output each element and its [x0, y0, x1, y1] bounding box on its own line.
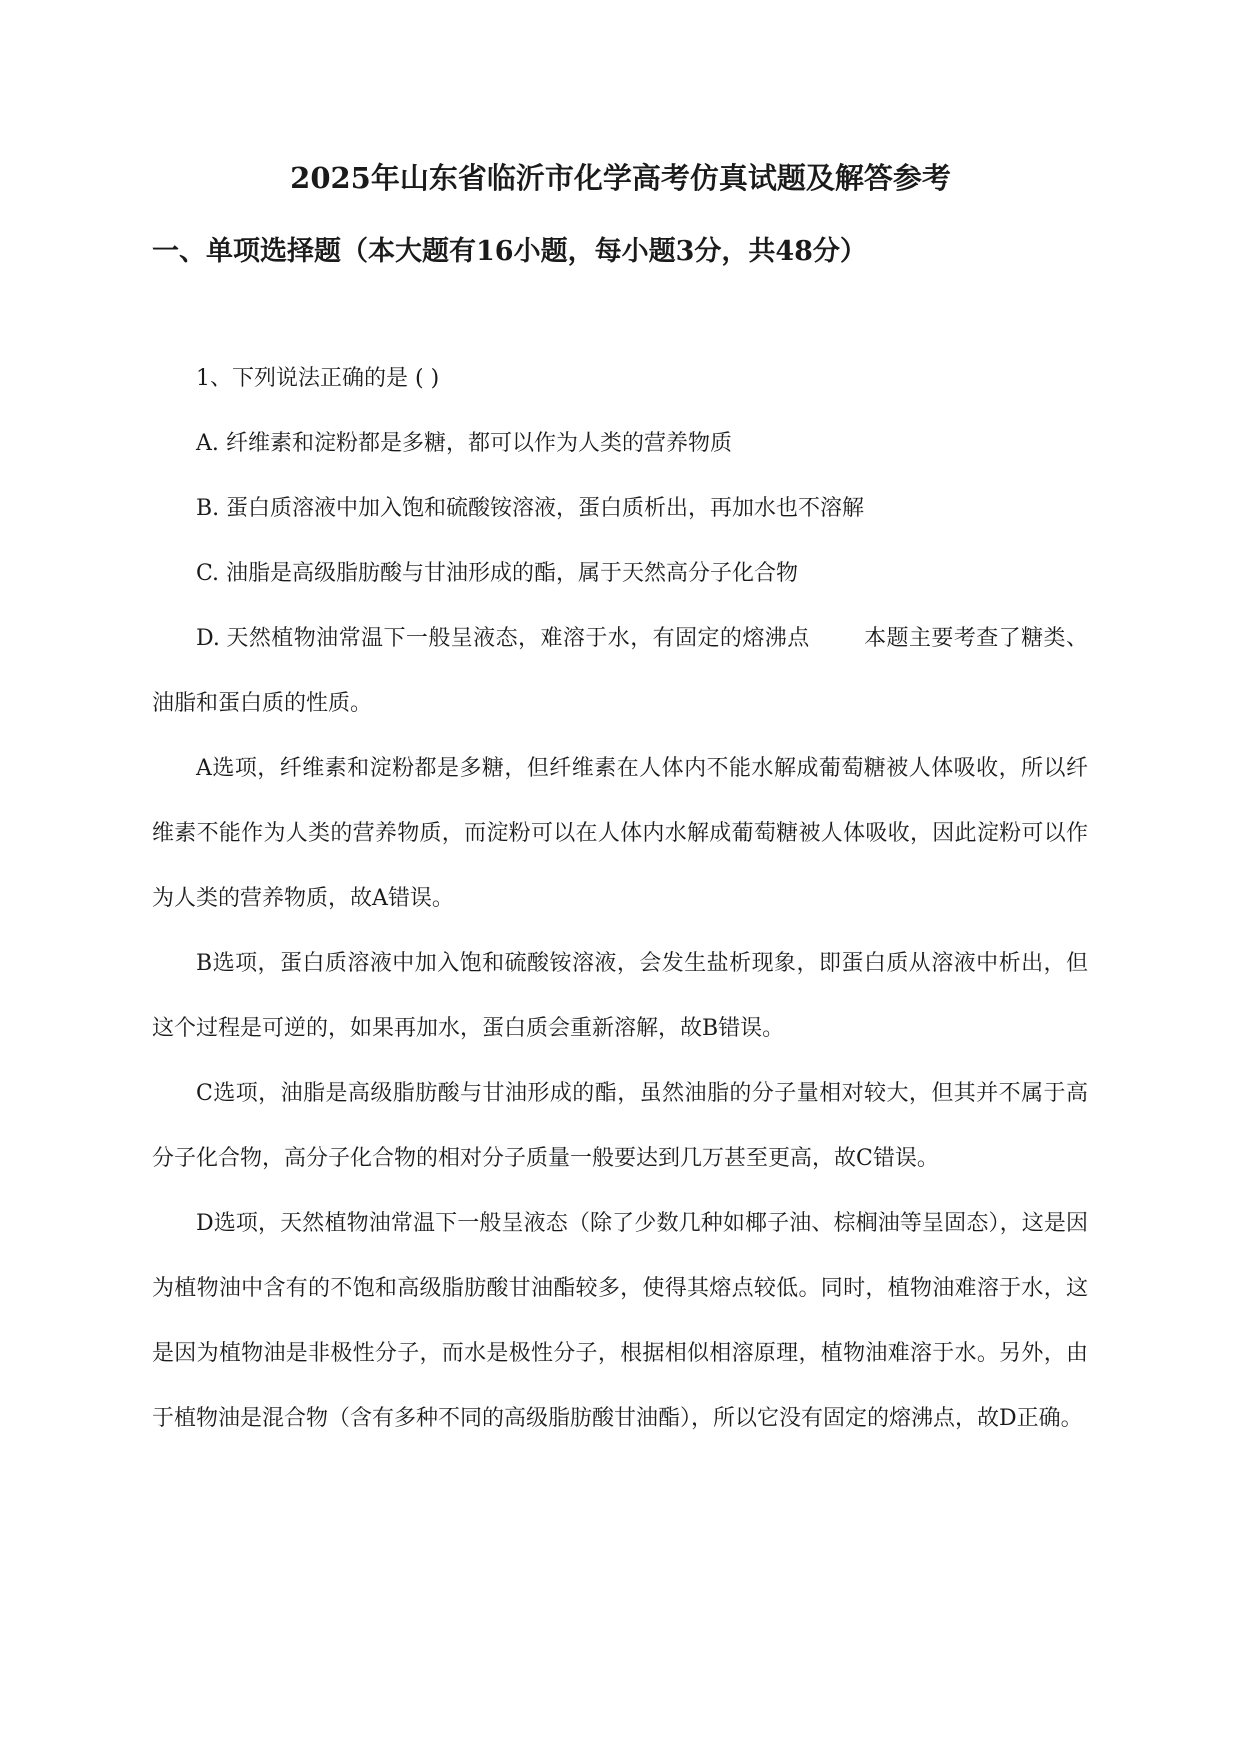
option-text: 纤维素和淀粉都是多糖，都可以作为人类的营养物质	[226, 431, 733, 456]
analysis-option-a: A选项，纤维素和淀粉都是多糖，但纤维素在人体内不能水解成葡萄糖被人体吸收，所以纤维素不能作为人类的营养物质，而淀粉可以在人体内水解成葡萄糖被人体吸收，因此淀粉可以作为人类的营养物质，故A错误。	[152, 756, 1088, 911]
analysis-option-c: C选项，油脂是高级脂肪酸与甘油形成的酯，虽然油脂的分子量相对较大，但其并不属于高分子化合物，高分子化合物的相对分子质量一般要达到几万甚至更高，故C错误。	[152, 1081, 1088, 1171]
analysis-option-b: B选项，蛋白质溶液中加入饱和硫酸铵溶液，会发生盐析现象，即蛋白质从溶液中析出，但这个过程是可逆的，如果再加水，蛋白质会重新溶解，故B错误。	[152, 951, 1088, 1041]
option-label: A.	[196, 431, 219, 456]
option-label: D.	[196, 626, 220, 651]
analysis-option-d: D选项，天然植物油常温下一般呈液态（除了少数几种如椰子油、棕榈油等呈固态），这是因为植物油中含有的不饱和高级脂肪酸甘油酯较多，使得其熔点较低。同时，植物油难溶于水，这是因为植物油是非极性分子，而水是极性分子，根据相似相溶原理，植物油难溶于水。另外，由于植物油是混合物（含有多种不同的高级脂肪酸甘油酯），所以它没有固定的熔沸点，故D正确。	[152, 1211, 1088, 1431]
option-text: 油脂是高级脂肪酸与甘油形成的酯，属于天然高分子化合物	[226, 561, 799, 586]
option-label: C.	[196, 561, 220, 586]
question-stem: 1、下列说法正确的是 ( )	[196, 366, 440, 391]
option-text: 天然植物油常温下一般呈液态，难溶于水，有固定的熔沸点	[226, 626, 810, 651]
document-title: 2025年山东省临沂市化学高考仿真试题及解答参考	[290, 161, 951, 195]
option-d	[152, 606, 1088, 736]
question-1	[152, 346, 1088, 1451]
section-heading: 一、单项选择题（本大题有16小题，每小题3分，共48分）	[152, 236, 867, 267]
analysis-intro: 本题主要考查了糖类、油脂和蛋白质的性质。	[152, 626, 1088, 716]
option-text: 蛋白质溶液中加入饱和硫酸铵溶液，蛋白质析出，再加水也不溶解	[226, 496, 865, 521]
option-b	[152, 476, 1088, 541]
option-label: B.	[196, 496, 220, 521]
option-c	[152, 541, 1088, 606]
option-a	[152, 411, 1088, 476]
